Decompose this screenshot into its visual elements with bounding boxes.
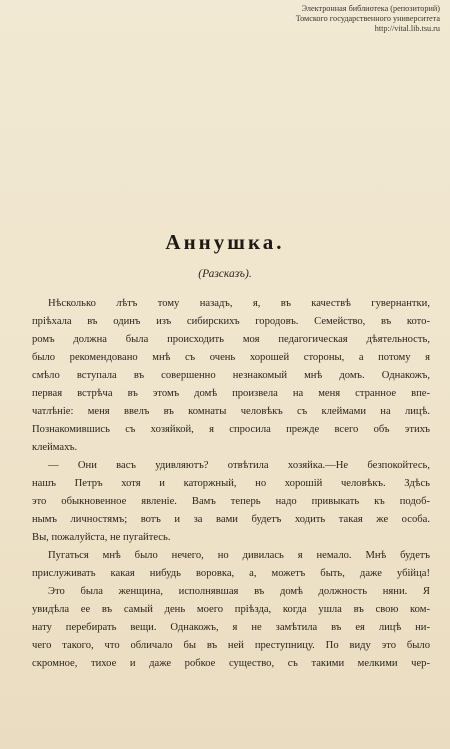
text-line: Вы, пожалуйста, не пугайтесь. — [32, 532, 171, 543]
library-watermark — [220, 4, 440, 34]
text-line: Нѣсколько лѣтъ тому назадъ, я, въ качествѣ гувернантки, — [48, 298, 430, 309]
text-line: прислуживать какая нибудь воровка, а, можетъ быть, даже убійца! — [32, 568, 430, 579]
text-line: скромное, тихое и даже робкое существо, съ такими мелкими чер- — [32, 658, 430, 669]
text-line: первая встрѣча въ этомъ домѣ произвела на меня странное впе- — [32, 388, 430, 399]
text-line: Познакомившись съ хозяйкой, я спросила прежде всего объ этихъ — [32, 424, 430, 435]
library-name-line-1: Электронная библиотека (репозиторий) — [301, 4, 440, 13]
story-body — [32, 295, 430, 673]
text-line: клеймахъ. — [32, 442, 78, 453]
text-line: это обыкновенное явленіе. Вамъ теперь надо привыкать къ подоб- — [32, 496, 430, 507]
text-line: — Они васъ удивляютъ? отвѣтила хозяйка.—Не безпокойтесь, — [48, 460, 430, 471]
text-line: увидѣла ее въ самый день моего пріѣзда, когда ушла въ свою ком- — [32, 604, 430, 615]
text-line: Это была женщина, исполнявшая въ домѣ должность няни. Я — [48, 586, 430, 597]
text-line: чатлѣніе: меня ввелъ въ комнаты человѣкъ съ клеймами на лицѣ. — [32, 406, 430, 417]
library-name-line-2: Томского государственного университета — [295, 14, 440, 23]
text-line: нату перебирать вещи. Однакожъ, я не замѣтила въ ея лицѣ ни- — [32, 622, 430, 633]
text-line: смѣло вступала въ совершенно незнакомый мнѣ домъ. Однакожъ, — [32, 370, 430, 381]
story-subtitle: (Разсказъ). — [198, 268, 252, 280]
library-url[interactable]: http://vital.lib.tsu.ru — [374, 24, 440, 33]
story-title: Аннушка. — [165, 230, 285, 254]
text-line: чего такого, что обличало бы въ ней преступницу. По виду это было — [32, 640, 430, 651]
text-line: пріѣхала въ одинъ изъ сибирскихъ городовъ. Семейство, въ кото- — [32, 316, 430, 327]
text-line: нымъ личностямъ; вотъ и за вами будетъ ходить такая же особа. — [32, 514, 430, 525]
text-line: нашъ Петръ хотя и каторжный, но хорошій человѣкъ. Здѣсь — [32, 478, 430, 489]
text-line: ромъ должна была происходить моя педагогическая дѣятельность, — [32, 334, 430, 345]
text-line: было рекомендовано мнѣ съ очень хорошей стороны, а потому я — [32, 352, 430, 363]
text-line: Пугаться мнѣ было нечего, но дивилась я немало. Мнѣ будетъ — [48, 550, 430, 561]
